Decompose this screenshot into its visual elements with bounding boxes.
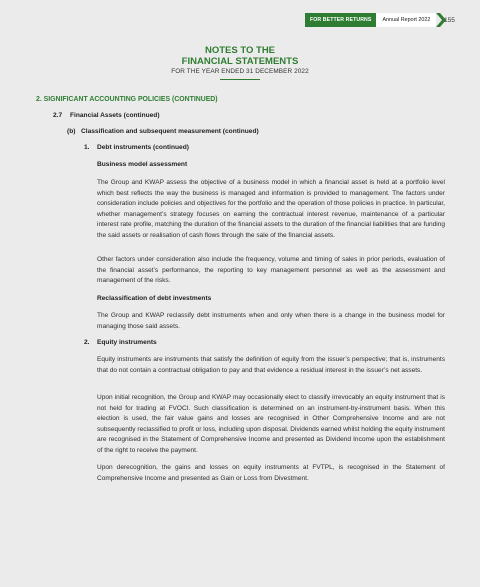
paragraph-reclassification: The Group and KWAP reclassify debt instruments when and only when there is a change in the business model for managing those said assets.: [97, 312, 445, 330]
paragraph-equity-definition: Equity instruments are instruments that satisfy the definition of equity from the issuer’s perspective; that is, instruments that do not contain a contractual obligation to pay and that evidence a residual interest in the issuer’s net assets.: [97, 356, 445, 374]
subsection-number: 2.7: [53, 112, 63, 119]
list-item-debt-heading: [84, 144, 189, 151]
list-item-number: 1.: [84, 144, 90, 151]
list-item-equity-heading: [84, 339, 157, 346]
page-title-line2: FINANCIAL STATEMENTS: [181, 55, 299, 67]
page-title-line1: NOTES TO THE: [204, 45, 276, 56]
header-tagline: FOR BETTER RETURNS: [305, 13, 376, 27]
title-divider: [220, 79, 260, 80]
list-item-label: Debt instruments (continued): [97, 144, 189, 151]
paragraph-derecognition: Upon derecognition, the gains and losses on equity instruments at FVTPL, is recognised in the Statement of Comprehensive Income and presented as Gain or Loss from Divestment.: [97, 464, 445, 482]
subsection-heading: [53, 112, 160, 119]
list-item-label: Equity instruments: [97, 339, 157, 346]
header-report-title: Annual Report 2022: [376, 13, 436, 27]
subsubsection-number: (b): [67, 128, 76, 135]
paragraph-initial-recognition: Upon initial recognition, the Group and KWAP may occasionally elect to classify irrevocably an equity instrument that is not held for trading at FVOCI. Such classification is determined on an instrument-by-instrument basis. When this election is used, the fair value gains and losses are recognised in Other Comprehensive Income and are not subsequently reclassified to profit or loss, including upon disposal. Dividends earned whilst holding the equity instrument are recognised in the Statement of Comprehensive Income and presented as Dividend Income upon the establishment of the right to receive the payment.: [97, 394, 445, 454]
page-subtitle: FOR THE YEAR ENDED 31 DECEMBER 2022: [171, 68, 309, 75]
section-heading: 2. SIGNIFICANT ACCOUNTING POLICIES (CONTINUED): [36, 96, 218, 103]
paragraph-other-factors: Other factors under consideration also include the frequency, volume and timing of sales in prior periods, evaluation of the financial asset’s performance, the reporting to key management personnel as well as the assessment and management of the risks.: [97, 256, 445, 285]
subsection-label: Financial Assets (continued): [70, 112, 160, 119]
reclassification-heading: Reclassification of debt investments: [97, 295, 212, 302]
list-item-number: 2.: [84, 339, 90, 346]
page-header: [305, 13, 446, 27]
subsubsection-heading: [67, 128, 259, 135]
business-model-heading: Business model assessment: [97, 161, 188, 168]
page-number: 155: [444, 17, 455, 24]
title-block: [0, 46, 480, 80]
subsubsection-label: Classification and subsequent measurement (continued): [81, 128, 259, 135]
paragraph-business-model: The Group and KWAP assess the objective of a business model in which a financial asset is held at a portfolio level which best reflects the way the business is managed and information is provided to management. The factors under consideration include policies and objectives for the portfolio and the operation of those policies in practice. In particular, whether management’s strategy focuses on earning the contractual interest revenue, maintenance of a particular interest rate profile, matching the duration of the financial assets to the duration of the financial liabilities that are funding the said assets or realisation of cash flows through the sale of the financial assets.: [97, 179, 445, 239]
